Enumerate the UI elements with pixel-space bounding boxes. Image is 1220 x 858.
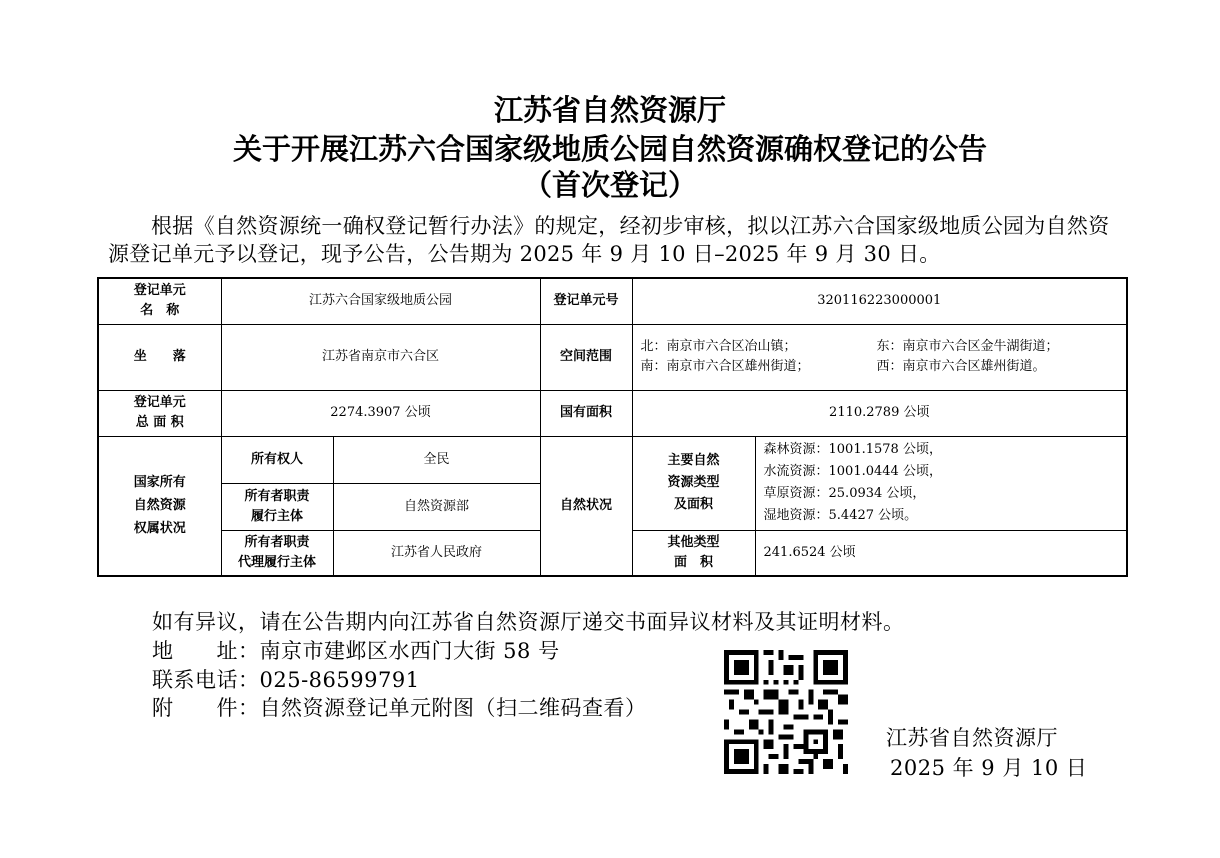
scope-north: 北：南京市六合区冶山镇； xyxy=(640,339,797,354)
address-line: 地 址：南京市建邺区水西门大街 58 号 xyxy=(152,639,560,663)
total-area-label: 登记单元 总 面 积 xyxy=(98,390,221,436)
duty-label: 所有者职责 履行主体 xyxy=(221,483,333,530)
total-area-value: 2274.3907 公顷 xyxy=(221,390,540,436)
main-types-value: 森林资源：1001.1578 公顷， 水流资源：1001.0444 公顷， 草原资源：25.0934 公顷， 湿地资源：5.4427 公顷。 xyxy=(755,436,1127,530)
signature-date: 2025 年 9 月 10 日 xyxy=(890,756,1088,780)
qr-code-icon[interactable] xyxy=(724,650,848,774)
scope-value xyxy=(632,324,1127,390)
state-area-label: 国有面积 xyxy=(540,390,632,436)
scope-label: 空间范围 xyxy=(540,324,632,390)
table-row xyxy=(98,436,1127,483)
announcement-subtitle: （首次登记） xyxy=(522,168,697,202)
location-label: 坐 落 xyxy=(98,324,221,390)
nature-label: 自然状况 xyxy=(540,436,632,576)
owner-value: 全民 xyxy=(333,436,540,483)
main-types-label: 主要自然 资源类型 及面积 xyxy=(632,436,755,530)
scope-west: 西：南京市六合区雄州街道。 xyxy=(876,359,1046,374)
scope-south: 南：南京市六合区雄州街道； xyxy=(640,359,810,374)
unit-no-value: 320116223000001 xyxy=(632,278,1127,324)
signature-org: 江苏省自然资源厅 xyxy=(886,726,1058,750)
unit-name-value: 江苏六合国家级地质公园 xyxy=(221,278,540,324)
owner-label: 所有权人 xyxy=(221,436,333,483)
table-row xyxy=(98,278,1127,324)
registration-table xyxy=(97,277,1128,577)
intro-paragraph: 根据《自然资源统一确权登记暂行办法》的规定，经初步审核，拟以江苏六合国家级地质公园为自然资源登记单元予以登记，现予公告，公告期为 2025 年 9 月 10 日–2025 年 9 月 30 日。 xyxy=(108,214,1110,266)
attachment-line: 附 件：自然资源登记单元附图（扫二维码查看） xyxy=(152,696,647,720)
table-row xyxy=(98,324,1127,390)
scope-east: 东：南京市六合区金牛湖街道； xyxy=(876,339,1059,354)
ownership-label: 国家所有 自然资源 权属状况 xyxy=(98,436,221,576)
unit-no-label: 登记单元号 xyxy=(540,278,632,324)
objection-notice: 如有异议，请在公告期内向江苏省自然资源厅递交书面异议材料及其证明材料。 xyxy=(152,610,905,634)
announcement-title-org: 江苏省自然资源厅 xyxy=(493,93,726,127)
agent-value: 江苏省人民政府 xyxy=(333,530,540,576)
agent-label: 所有者职责 代理履行主体 xyxy=(221,530,333,576)
other-types-label: 其他类型 面 积 xyxy=(632,530,755,576)
other-types-value: 241.6524 公顷 xyxy=(755,530,1127,576)
table-row xyxy=(98,390,1127,436)
unit-name-label: 登记单元 名 称 xyxy=(98,278,221,324)
state-area-value: 2110.2789 公顷 xyxy=(632,390,1127,436)
location-value: 江苏省南京市六合区 xyxy=(221,324,540,390)
duty-value: 自然资源部 xyxy=(333,483,540,530)
announcement-title: 关于开展江苏六合国家级地质公园自然资源确权登记的公告 xyxy=(232,132,987,166)
phone-line: 联系电话：025-86599791 xyxy=(152,668,420,692)
